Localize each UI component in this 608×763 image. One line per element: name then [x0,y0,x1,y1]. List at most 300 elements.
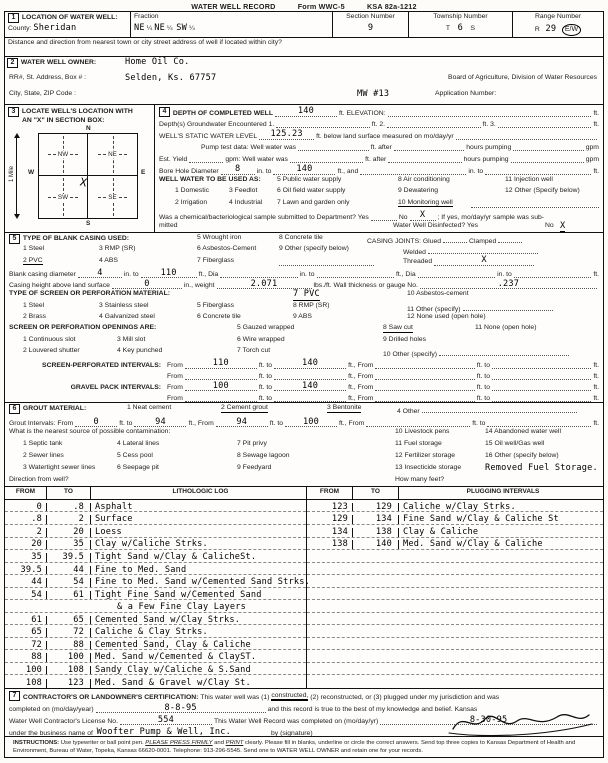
pump-hours-label: hours pumping [466,144,512,152]
lithologic-log-table [5,487,310,689]
license-label: Water Well Contractor's License No. [9,718,118,725]
contam-option-8: 8 Sewage lagoon [237,452,290,459]
range-number-label: Range Number [534,13,582,20]
quarter-glyph: ¼ [146,25,153,32]
casing-option-1: 1 Steel [23,245,45,253]
casing-title: TYPE OF BLANK CASING USED: [22,235,130,242]
casing-joints-threaded-label: Threaded [403,257,433,265]
table-row: 20 35 Clay w/Caliche Strks. [5,538,306,551]
ft-to-label: ft. to [476,384,490,392]
instructions-text-1: Use typewriter or ball point pen. [60,740,144,746]
est-yield-label: Est. Yield [159,155,188,163]
completed-on-label: completed on (mo/day/year) [9,706,94,713]
section-1-number: 1 [8,13,19,23]
grout-intervals-label: Grout Intervals: [9,420,56,427]
log-tables [5,487,603,689]
contam-option-15: 15 Oil well/Gas well [485,440,545,447]
section-5-casing [5,233,603,403]
arrow-down-icon [14,214,20,219]
quadrant-sw-label: SW [57,193,69,201]
ft-dia-label: ft., Dia [198,271,219,279]
one-mile-scale [11,133,23,219]
plugging-intervals-table [307,487,603,688]
table-row: 108 123 Med. Sand & Gravel w/Clay St. [5,675,306,688]
address-label: RR#, St. Address, Box # : [9,74,87,81]
city-state-zip-label: City, State, ZIP Code : [9,90,76,97]
use-option-7: 7 Lawn and garden only [277,198,350,206]
opening-option-4: 4 Key punched [117,346,163,354]
swl-date-blank [456,131,597,140]
opening-option-10: 10 Other (specify) [383,350,438,358]
well-id-value: MW #13 [357,89,390,99]
table-row: 44 54 Fine to Med. Sand w/Cemented Sand Strks. [5,575,306,588]
form-title: WATER WELL RECORD [191,2,276,11]
grout-to1-value: 94 [155,416,166,427]
license-value: 554 [157,714,175,725]
table-row [307,625,603,638]
record-date-value: 8-30-95 [469,714,508,725]
wall-thickness-label: lbs./ft. Wall thickness or gauge No. [313,282,418,290]
form-title-row [0,0,608,11]
casing-option-7: 7 Fiberglass [197,256,235,264]
section-box-diagram [8,124,151,228]
table-row: 129 134 Fine Sand w/Clay & Caliche St [307,512,603,525]
disinfected-no-label: No [545,221,554,229]
screen-option-6: 6 Concrete tile [197,313,241,321]
section-1-location [5,12,603,57]
lith-log-header: LITHOLOGIC LOG [172,488,229,495]
quarter-glyph: ¼ [166,25,173,32]
sample-question: Was a chemical/bacteriological sample submitted to Department? Yes [159,213,369,221]
threaded-x-value: X [481,255,487,266]
from-label: From [57,420,74,427]
use-option-6: 6 Oil field water supply [277,187,346,195]
casing-diameter-value: 4 [97,267,103,278]
section-3-title-line2: AN "X" IN SECTION BOX: [22,117,105,124]
section-number-value: 9 [367,23,374,33]
screen-option-9: 9 ABS [293,313,312,321]
casing-other-blank [279,257,374,266]
casing-option-3: 3 RMP (SR) [99,245,136,253]
contam-option-5: 5 Cess pool [117,452,153,459]
table-row: 72 88 Cemented Sand, Clay & Caliche [5,638,306,651]
static-water-level-value: 125.23 [270,129,303,140]
table-row: 65 72 Caliche & Clay Strks. [5,625,306,638]
screen-option-7-selected: 7 PVC [293,289,320,300]
casing-option-2-selected: 2 PVC [23,256,43,264]
form-statute: KSA 82a-1212 [367,2,417,11]
casing-option-9: 9 Other (specify below) [279,245,349,253]
opening-option-1: 1 Continuous slot [23,335,76,343]
range-prefix: R [534,26,540,33]
grout-to2-value: 100 [302,416,320,427]
use-option-4: 4 Industrial [229,198,263,206]
section-7-number: 7 [9,691,20,701]
ft-from-label: ft., From [348,395,374,403]
ft-to-label: ft. to [269,420,283,427]
spi-from-value: 110 [212,358,229,369]
from-label: From [167,395,183,403]
ft-to-label: ft. to [258,372,273,380]
section-4-well-data [155,105,603,232]
quarter-glyph: ¼ [188,25,195,32]
gw2-label: ft. 2. [371,121,386,129]
grout-from2-value: 94 [236,416,248,427]
township-prefix: T [445,25,451,32]
depth-value: 140 [297,106,315,117]
compass-south-label: S [86,220,91,227]
table-row [307,638,603,651]
mitted-label: mitted [159,221,178,229]
ft-to-label: ft. to [472,420,486,427]
ft-to-label: ft. to [119,420,133,427]
casing-option-5: 5 Wrought iron [197,234,242,241]
certification-title: CONTRACTOR'S OR LANDOWNER'S CERTIFICATION: [22,694,199,701]
gpm-label: gpm [585,144,599,152]
use-option-11: 11 Injection well [505,175,553,183]
ft-to-label: ft. to [258,395,273,403]
use-other-blank [471,199,599,208]
screen-option-2: 2 Brass [23,313,47,321]
ft-label: ft. [593,384,599,392]
ft-to-label: ft. to [476,395,490,403]
use-option-2: 2 Irrigation [175,198,208,206]
bore-diameter-value: 8 [235,164,241,175]
screen-option-4: 4 Galvanized steel [99,313,155,321]
use-option-8: 8 Air conditioning [398,175,450,183]
static-water-level-label: WELL'S STATIC WATER LEVEL [159,132,258,140]
depth-label: DEPTH OF COMPLETED WELL [172,109,273,117]
ft-label: ft. [593,420,599,427]
gw2-blank [387,119,481,128]
casing-joints-glued-label: CASING JOINTS: Glued [367,238,442,245]
ft-label: ft. [593,395,599,403]
screen-option-10: 10 Asbestos-cement [407,290,469,298]
county-value: Sheridan [33,23,77,33]
use-option-5: 5 Public water supply [277,175,342,183]
in-to-label: in. to [123,271,139,279]
grout-option-2-selected: 2 Cement grout [221,404,268,411]
contam-option-13: 13 Insecticide storage [395,464,462,471]
opening-option-7: 7 Torch cut [237,346,271,354]
quadrant-se-label: SE [108,193,117,201]
ft-dia-label: ft., Dia [395,271,416,279]
in-to-label: in. to [468,167,484,175]
table-row [307,675,603,688]
screen-option-3: 3 Stainless steel [99,301,149,309]
section-6-number: 6 [9,404,20,414]
owner-label: WATER WELL OWNER: [20,59,97,66]
fraction-q3-value: SW [176,23,188,33]
contam-option-7: 7 Pit privy [237,440,267,447]
instructions-block [5,737,603,756]
agency-name: Board of Agriculture, Division of Water Resources [448,74,597,81]
section-3-and-4 [5,105,603,233]
yield-ft-after-label: ft. after [365,155,387,163]
distance-direction-question: Distance and direction from nearest town or city street address of well if located within city? [5,37,603,56]
ft-to-label: ft. to [476,361,490,369]
screen-perforated-intervals-label: SCREEN-PERFORATED INTERVALS: [42,361,161,369]
casing-option-8: 8 Concrete tile [279,234,323,241]
table-row: 88 100 Med. Sand w/Cemented & ClayST. [5,650,306,663]
from-label: From [167,384,183,392]
signature-scribble [445,707,595,737]
well-location-x-mark: X [78,175,88,190]
table-row: 35 39.5 Tight Sand w/Clay & CalicheSt. [5,550,306,563]
groundwater-label: Depth(s) Groundwater Encountered [159,121,267,129]
table-row [307,663,603,676]
grout-option-3-selected: 3 Bentonite [327,404,362,411]
table-row [307,588,603,601]
lith-to-header: TO [47,487,91,499]
sample-question-cont: ; If yes, mo/day/yr sample was sub- [437,213,545,221]
opening-option-2: 2 Louvered shutter [23,346,80,354]
business-name-value: Woofter Pump & Well, Inc. [96,727,232,738]
table-row: 54 61 Tight Fine Sand w/Cemented Sand [5,588,306,601]
gpm-label: gpm [585,155,599,163]
screen-option-5: 5 Fiberglass [197,301,235,309]
ft-label: ft. [593,271,599,279]
casing-diameter-label: Blank casing diameter [9,271,76,279]
certification-text-3: and this record is true to the best of my knowledge and belief. Kansas [267,706,478,713]
pump-test-label: Pump test data: [201,144,249,152]
owner-value: Home Oil Co. [125,57,190,67]
gw3-label: ft. 3. [482,121,496,129]
quadrant-nw-label: NW [57,151,69,158]
fraction-q2-value: NE [154,23,165,33]
table-row: & a Few Fine Clay Layers [5,600,306,613]
section-4-number: 4 [159,107,170,117]
opening-option-5: 5 Gauzed wrapped [237,324,295,332]
weight-value: 2.071 [250,278,278,289]
screen-option-8: 8 RMP (SR) [293,301,330,309]
table-row: .8 2 Surface [5,512,306,525]
casing-height-label: Casing height above land surface [9,282,110,290]
gw3-blank [498,119,592,128]
plug-header: PLUGGING INTERVALS [466,488,540,495]
casing-option-4: 4 ABS [99,256,118,264]
range-value: 29 [545,24,557,34]
county-label: County: [8,25,32,32]
table-row: 100 108 Sandy Clay w/Caliche & S.Sand [5,663,306,676]
contamination-question: What is the nearest source of possible contamination: [9,428,171,435]
use-option-12: 12 Other (Specify below) [505,187,580,195]
grout-option-4: 4 Other [397,408,420,415]
gauge-value: .237 [497,278,520,289]
casing-height-value: 0 [144,278,150,289]
certification-text-1: This water well was (1) [200,694,270,701]
in-to-label: in. to [497,271,512,279]
how-many-feet-question: How many feet? [395,476,445,483]
ft-label: ft. [593,167,599,175]
bore-hole-label: Bore Hole Diameter [159,167,219,175]
gravel-pack-intervals-label: GRAVEL PACK INTERVALS: [70,384,161,392]
contam-option-2: 2 Sewer lines [23,452,64,459]
table-row: 138 140 Med. Sand w/Clay & Caliche [307,538,603,551]
table-row [307,650,603,663]
contam-option-1: 1 Septic tank [23,440,63,447]
ft-label: ft. [593,361,599,369]
contam-option-12: 12 Fertilizer storage [395,452,456,459]
ft-from-label: ft., From [188,420,214,427]
opening-option-3: 3 Mill slot [117,335,146,343]
opening-option-9: 9 Drilled holes [383,335,427,343]
form-body [4,11,604,758]
weight-label: in., weight [183,282,215,290]
from-label: From [167,361,183,369]
instructions-and: and [214,740,224,746]
ft-to-label: ft. to [258,361,273,369]
screen-option-11: 11 Other (specify) [407,305,461,313]
ft-label: ft. [593,121,599,129]
use-title: WELL WATER TO BE USED AS: [159,175,261,183]
sample-no-x: X [419,210,426,221]
gpi-to-value: 140 [302,380,319,391]
grout-title: GROUT MATERIAL: [22,405,87,412]
section-2-owner [5,57,603,105]
fraction-q1-value: NE [134,23,145,33]
in-to-label: in. to [256,167,272,175]
grout-from1-value: 0 [93,416,99,427]
gpi-from-value: 100 [212,380,229,391]
disinfected-no-x: X [560,220,566,231]
contam-option-14: 14 Abandoned water well [485,428,561,435]
ft-to-label: ft. to [476,372,490,380]
ft-from-label: ft., From [348,372,374,380]
one-mile-label: 1 Mile [9,165,16,183]
use-option-10-selected: 10 Monitoring well [398,198,453,206]
in-to-label: in. to [299,271,315,279]
gw1-blank [276,119,370,128]
opening-option-11: 11 None (open hole) [475,324,537,332]
quadrant-ne-label: NE [108,151,117,158]
business-name-label: under the business name of [9,730,93,737]
township-suffix: S [470,25,476,32]
gw1-label: 1. [268,121,275,129]
spi-to-value: 140 [302,358,319,369]
table-row [307,613,603,626]
table-row [307,575,603,588]
fraction-label: Fraction [131,12,333,23]
section-6-grout [5,403,603,487]
pump-wellwater-label: Well water was [250,144,297,152]
completed-date-value: 8-8-95 [164,702,197,713]
form-number: Form WWC-5 [297,2,345,11]
instructions-press-firmly: PLEASE PRESS FIRMLY [145,740,213,746]
casing-joints-welded-label: Welded [403,249,426,257]
table-row: 39.5 44 Fine to Med. Sand [5,563,306,576]
record-completed-label: This Water Well Record was completed on (mo/day/yr) [213,718,379,725]
ft-from-label: ft., From [348,361,374,369]
contam-option-9: 9 Feedyard [237,464,272,471]
use-option-3: 3 Feedlot [229,187,258,195]
openings-title: SCREEN OR PERFORATION OPENINGS ARE: [9,324,157,332]
gpm-colon-label: gpm: [225,155,241,163]
certification-text-2: (2) reconstructed, or (3) plugged under my jurisdiction and was [310,694,500,701]
casing-depth-value: 110 [160,267,177,278]
compass-north-label: N [86,125,91,132]
casing-option-6: 6 Asbestos-Cement [197,245,257,253]
section-5-number: 5 [9,234,20,244]
compass-west-label: W [28,169,35,176]
plug-from-header: FROM [307,487,353,499]
section-1-title: LOCATION OF WATER WELL: [21,14,118,21]
contam-option-6: 6 Seepage pit [117,464,159,471]
contam-option-3: 3 Watertight sewer lines [23,464,96,471]
yield-wellwater-label: Well water was [242,155,288,163]
static-water-level-suffix: ft. below land surface measured on mo/day/yr [316,132,454,140]
signature-label: by (signature) [271,730,313,737]
table-row: 61 65 Cemented Sand w/Clay Strks. [5,613,306,626]
contam-option-4: 4 Lateral lines [117,440,160,447]
table-row: 123 129 Caliche w/Clay Strks. [307,500,603,513]
section-3-location-box [5,105,155,232]
pump-ft-after-label: ft. after [370,144,392,152]
screen-option-1: 1 Steel [23,301,45,309]
ft-and-label: ft., and [337,167,359,175]
section-3-number: 3 [8,107,19,117]
yield-hours-label: hours pumping [463,155,509,163]
ft-to-label: ft. to [258,384,273,392]
section-number-label: Section Number [333,12,409,23]
section-7-certification [5,689,603,737]
ft-label: ft. [593,372,599,380]
instructions-label: INSTRUCTIONS: [13,740,60,746]
use-option-9: 9 Dewatering [398,187,439,195]
ft-from-label: ft., From [348,384,374,392]
opening-option-8-selected: 8 Saw cut [383,324,413,332]
section-3-title-line1: LOCATE WELL'S LOCATION WITH [21,108,133,115]
elevation-blank [388,108,592,117]
opening-option-6: 6 Wire wrapped [237,335,285,343]
bore-depth-value: 140 [296,164,313,175]
direction-from-well-question: Direction from well? [9,476,69,483]
application-number-label: Application Number: [435,90,497,97]
contam-option-10: 10 Livestock pens [395,428,450,435]
ft-from-label: ft., From [339,420,365,427]
table-row: 2 20 Loess [5,525,306,538]
table-row [307,563,603,576]
compass-east-label: E [141,169,146,176]
township-value: 6 [457,23,463,33]
table-row: 0 .8 Asphalt [5,500,306,513]
instructions-text-2: clearly. Please fill in blanks, underline or circle the correct answers. Send top three copies to Kansas Department of Health and Environment, Bureau of Water, Topeka, Kansas 66620-0001. Telephone: 913-296-5545. Send one to WATER WELL OWNER and retain one for your records. [13,740,576,755]
instructions-print: PRINT [225,740,244,746]
sample-no-label: No [398,213,408,221]
screen-option-12: 12 None used (open hole) [407,313,486,321]
lith-from-header: FROM [5,487,47,499]
contam-other-value: Removed Fuel Storage. [485,463,598,473]
table-row [307,550,603,563]
from-label: From [167,372,183,380]
section-2-number: 2 [7,58,18,68]
ft-label: ft. [593,109,599,117]
disinfected-question: Water Well Disinfected? Yes [393,221,479,229]
table-row [307,600,603,613]
screen-material-title: TYPE OF SCREEN OR PERFORATION MATERIAL: [9,290,170,298]
contam-option-11: 11 Fuel storage [395,440,442,447]
address-value: Selden, Ks. 67757 [125,73,217,83]
elevation-label: ft. ELEVATION: [338,109,386,117]
township-number-label: Township Number [409,12,513,23]
constructed-selected: constructed, [271,692,308,702]
table-row: 134 138 Clay & Caliche [307,525,603,538]
casing-joints-clamped-label: Clamped [469,238,497,245]
plug-to-header: TO [353,487,399,499]
contam-option-16: 16 Other (specify below) [485,452,559,459]
use-option-1: 1 Domestic [175,187,209,195]
grout-option-1: 1 Neat cement [127,404,172,411]
